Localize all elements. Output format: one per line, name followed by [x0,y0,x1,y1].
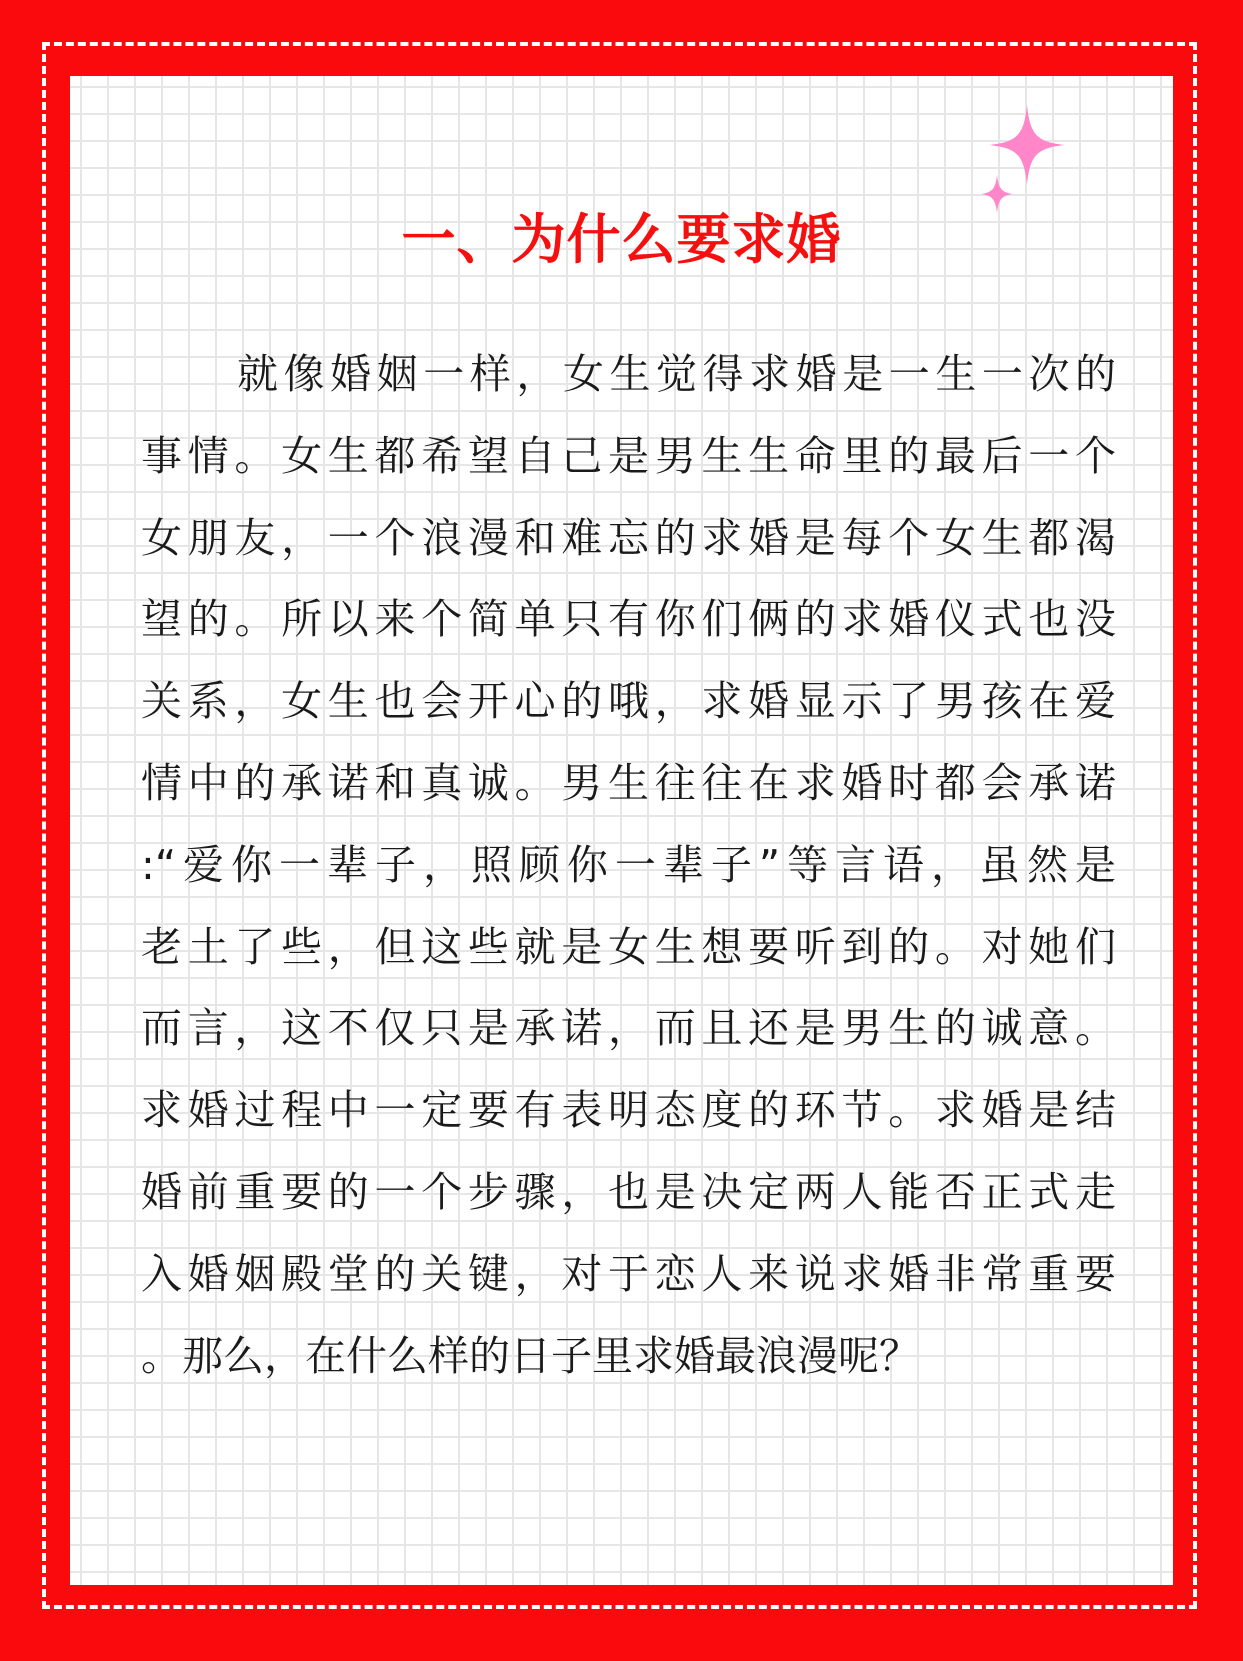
paragraph-line: 而言，这不仅只是承诺，而且还是男生的诚意。 [141,1004,1116,1053]
body-paragraph [141,334,1116,1397]
paragraph-line: 老土了些，但这些就是女生想要听到的。对她们 [141,922,1116,971]
paragraph-line: 。那么，在什么样的日子里求婚最浪漫呢？ [141,1331,920,1380]
paragraph-line: :“爱你一辈子，照顾你一辈子”等言语，虽然是 [141,840,1116,889]
paragraph-line: 望的。所以来个简单只有你们俩的求婚仪式也没 [141,595,1116,644]
paragraph-line: 婚前重要的一个步骤，也是决定两人能否正式走 [141,1167,1116,1216]
paragraph-line: 关系，女生也会开心的哦，求婚显示了男孩在爱 [141,677,1116,726]
paragraph-line: 女朋友，一个浪漫和难忘的求婚是每个女生都渴 [141,513,1116,562]
paragraph-line: 入婚姻殿堂的关键，对于恋人来说求婚非常重要 [141,1249,1116,1298]
paragraph-line: 事情。女生都希望自己是男生生命里的最后一个 [141,431,1116,480]
paragraph-line: 情中的承诺和真诚。男生往往在求婚时都会承诺 [141,758,1116,807]
paragraph-line: 求婚过程中一定要有表明态度的环节。求婚是结 [141,1086,1116,1135]
paragraph-line: 就像婚姻一样，女生觉得求婚是一生一次的 [237,350,1116,398]
section-heading: 一、为什么要求婚 [401,208,842,271]
